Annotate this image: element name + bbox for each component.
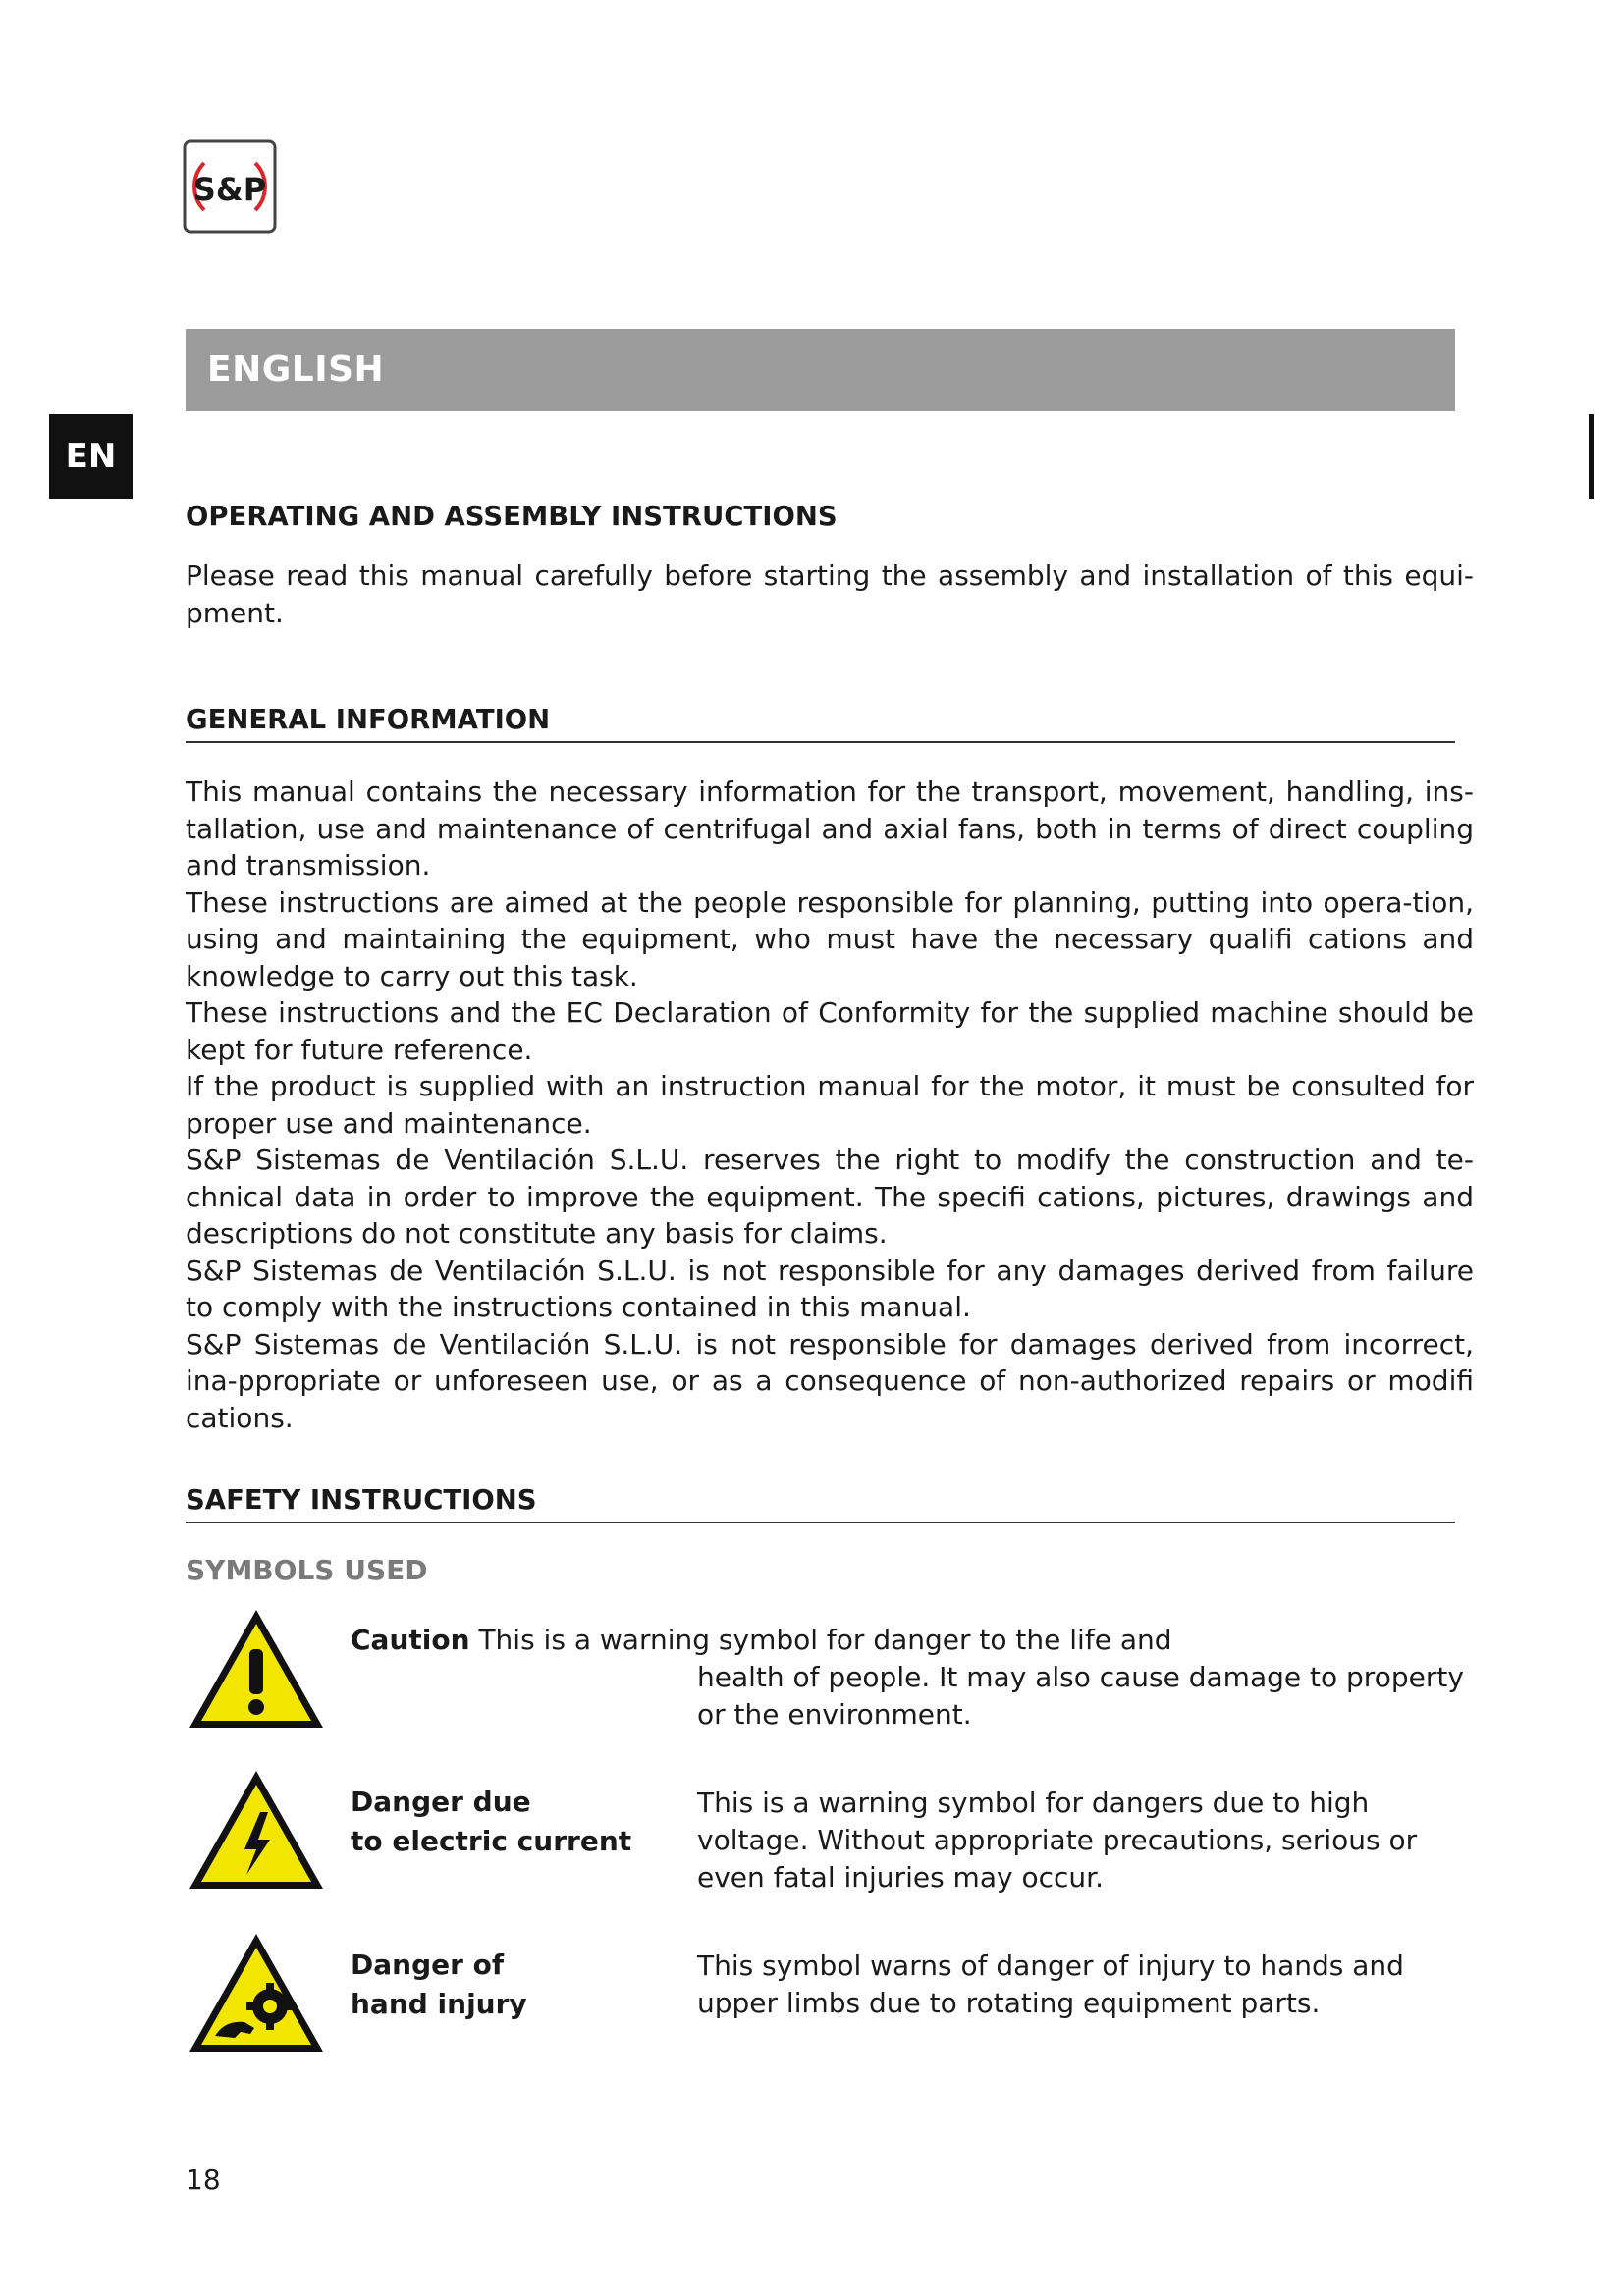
caution-desc-first: This is a warning symbol for danger to the life and	[478, 1624, 1172, 1656]
hand-label-line2: hand injury	[351, 1988, 527, 2020]
caution-first-line	[351, 1622, 1172, 1659]
electric-desc: This is a warning symbol for dangers due to high voltage. Without appropriate precautions, serious or even fatal injuries may occur.	[697, 1787, 1418, 1894]
general-heading: GENERAL INFORMATION	[186, 704, 1455, 743]
safety-heading: SAFETY INSTRUCTIONS	[186, 1484, 1455, 1523]
caution-warning-icon	[186, 1606, 327, 1732]
language-banner: ENGLISH	[186, 329, 1455, 411]
general-paragraph: S&P Sistemas de Ventilación S.L.U. is not responsible for any damages derived from failure to comply with the instructions contained in this manual.	[186, 1254, 1474, 1323]
electric-label	[351, 1783, 665, 1861]
general-paragraph: If the product is supplied with an instruction manual for the motor, it must be consulted for proper use and maintenance.	[186, 1070, 1474, 1140]
general-body	[186, 774, 1474, 1436]
operating-heading: OPERATING AND ASSEMBLY INSTRUCTIONS	[186, 501, 838, 532]
caution-desc: health of people. It may also cause damage to property or the environment.	[697, 1661, 1464, 1731]
hand-injury-icon	[186, 1930, 327, 2056]
hand-injury-desc: This symbol warns of danger of injury to hands and upper limbs due to rotating equipment parts.	[697, 1949, 1404, 2019]
general-paragraph: These instructions are aimed at the people responsible for planning, putting into opera-tion, using and maintaining the equipment, who must have the necessary qualifi cations and knowledge to carry out this task.	[186, 885, 1474, 992]
electric-label-line1: Danger due	[351, 1786, 531, 1818]
hand-label-line1: Danger of	[351, 1949, 505, 1981]
page-number: 18	[186, 2163, 221, 2196]
sp-logo	[183, 139, 277, 234]
symbols-heading: SYMBOLS USED	[186, 1554, 428, 1586]
caution-label: Caution	[351, 1624, 470, 1656]
general-paragraph: These instructions and the EC Declaration of Conformity for the supplied machine should be kept for future reference.	[186, 996, 1474, 1066]
language-tab: EN	[49, 414, 133, 499]
svg-text:S&P: S&P	[192, 171, 267, 208]
electric-label-line2: to electric current	[351, 1825, 632, 1857]
general-paragraph: S&P Sistemas de Ventilación S.L.U. reserves the right to modify the construction and te-chnical data in order to improve the equipment. The specifi cations, pictures, drawings and descriptions do not constitute any basis for claims.	[186, 1144, 1474, 1250]
electric-danger-icon	[186, 1767, 327, 1893]
general-paragraph: This manual contains the necessary information for the transport, movement, handling, ins-tallation, use and maintenance of centrifugal and axial fans, both in terms of direct coupling and transmission.	[186, 775, 1474, 881]
operating-text: Please read this manual carefully before starting the assembly and installation of this equi-pment.	[186, 560, 1474, 629]
sp-logo-icon	[183, 139, 277, 234]
margin-marker	[1589, 414, 1594, 499]
general-paragraph: S&P Sistemas de Ventilación S.L.U. is not responsible for damages derived from incorrect, ina-ppropriate or unforeseen use, or as a consequence of non-authorized repairs or modifi cations.	[186, 1327, 1474, 1434]
hand-injury-label	[351, 1946, 665, 2024]
